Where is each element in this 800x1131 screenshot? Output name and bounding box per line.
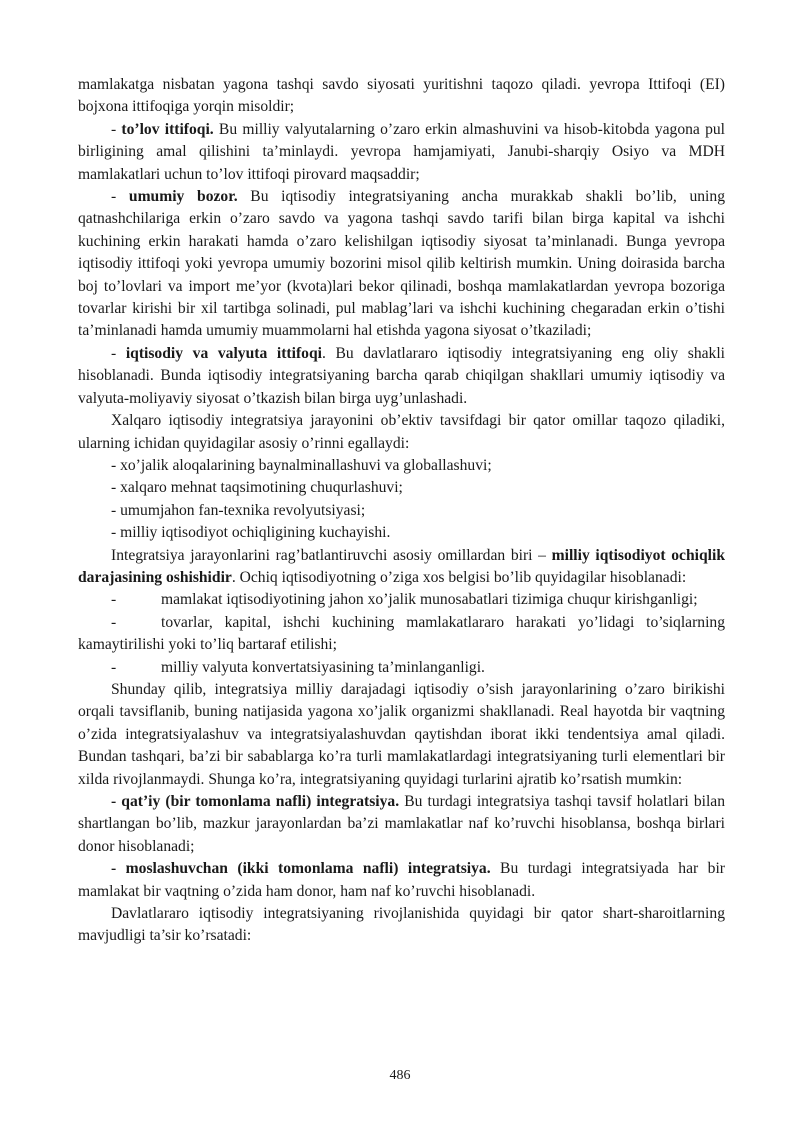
text-run: . Ochiq iqtisodiyotning o’ziga xos belgisi bo’lib quyidagilar hisoblanadi: [231,568,687,586]
text-run: milliy valyuta konvertatsiyasining ta’minlanganligi. [161,658,485,676]
text-run: Bu turdagi integratsiyada har bir mamlakat bir vaqtning o’zida ham donor, ham naf ko’ruvchi hisoblanadi. [78,860,725,900]
text-run: Davlatlararo iqtisodiy integratsiyaning rivojlanishida quyidagi bir qator shart-sharoitlarning mavjudligi ta’sir ko’rsatadi: [78,905,725,945]
paragraph [78,455,725,477]
paragraph [78,119,725,186]
dash-marker: - [111,658,117,676]
page-number: 486 [389,1068,411,1083]
paragraph [78,410,725,455]
paragraph [78,858,725,903]
text-run: tovarlar, kapital, ishchi kuchining mamlakatlararo harakati yo’lidagi to’siqlarning kamaytirilishi yoki to’liq bartaraf etilishi; [78,613,725,654]
paragraph [78,500,725,522]
text-run: . Bu davlatlararo iqtisodiy integratsiyaning eng oliy shakli hisoblanadi. Bunda iqtisodiy integratsiyaning barcha qarab chiqilgan shakllari umumiy iqtisodiy va valyuta-moliyaviy siyosat o’tkazish bilan birga uyg’unlashadi. [78,344,726,407]
text-run: Xalqaro iqtisodiy integratsiya jarayonini ob’ektiv tavsifdagi bir qator omillar taqozo qiladiki, ularning ichidan quyidagilar asosiy o’rinni egallaydi: [78,412,725,452]
bold-term: - moslashuvchan (ikki tomonlama nafli) integratsiya. [111,860,491,878]
paragraph [78,903,725,948]
text-run: Integratsiya jarayonlarini rag’batlantiruvchi asosiy omillardan biri – [111,546,552,564]
paragraph [78,343,725,410]
text-run: Bu iqtisodiy integratsiyaning ancha murakkab shakli bo’lib, uning qatnashchilariga erkin o’zaro savdo va yagona tashqi savdo tarifi bilan birga kapital va ishchi kuchining erkin harakati hamda o’zaro kelishilgan iqtisodiy siyosat ta’minlanadi. Bunga yevropa iqtisodiy ittifoqi yoki yevropa umumiy bozorini misol qilib keltirish mumkin. Uning doirasida barcha boj to’lovlari va import me’yor (kvota)lari bekor qilinadi, boshqa mamlakatlardan yevropa bozoriga tovarlar kirishi bir xil tartibga solinadi, pul mablag’lari va ishchi kuchining chegaradan erkin o’tishi ta’minlanadi hamda umumiy muammolarni hal etishda yagona siyosat o’tkaziladi; [78,188,725,340]
bold-term: milliy iqtisodiyot ochiqlik darajasining oshishidir [78,546,725,586]
text-run: mamlakatga nisbatan yagona tashqi savdo siyosati yuritishni taqozo qiladi. yevropa Ittifoqi (EI) bojxona ittifoqiga yorqin misoldir; [78,76,725,116]
text-run: - xalqaro mehnat taqsimotining chuqurlashuvi; [111,479,403,497]
bold-term: umumiy bozor. [128,188,238,206]
paragraph [78,657,725,679]
paragraph [78,186,725,343]
paragraph [78,679,725,791]
text-run: - milliy iqtisodiyot ochiqligining kuchayishi. [111,524,391,542]
text-run: - xo’jalik aloqalarining baynalminallashuvi va globallashuvi; [111,456,492,474]
page-body [78,74,725,948]
paragraph [78,74,725,119]
dash-marker: - [111,591,117,609]
bold-term: - qat’iy (bir tomonlama nafli) integratsiya. [111,793,400,810]
paragraph [78,589,725,611]
text-run: - [111,344,126,362]
paragraph [78,791,725,858]
paragraph [78,545,725,590]
text-run: Shunday qilib, integratsiya milliy darajadagi iqtisodiy o’sish jarayonlarining o’zaro birikishi orqali tavsiflanib, buning natijasida yagona xo’jalik organizmi shakllanadi. Real hayotda bir vaqtning o’zida integratsiyalashuv va integratsiyalashuvdan qaytishdan iborat ikki tendentsiya amal qiladi. Bundan tashqari, ba’zi bir sabablarga ko’ra turli mamlakatlardagi integratsiyaning turli elementlari bir xilda rivojlanmaydi. Shunga ko’ra, integratsiyaning quyidagi turlarini ajratib ko’rsatish mumkin: [78,680,725,788]
text-run: - umumjahon fan-texnika revolyutsiyasi; [111,501,366,519]
text-run: - [111,120,122,138]
bold-term: to’lov ittifoqi. [121,120,214,138]
text-run: Bu turdagi integratsiya tashqi tavsif holatlari bilan shartlangan bo’lib, mazkur jarayonlardan ba’zi mamlakatlar naf ko’ruvchi hisoblansa, boshqa birlari donor hisoblanadi; [78,793,725,855]
paragraph [78,522,725,544]
text-run: - [111,188,129,206]
paragraph [78,477,725,499]
text-run: Bu milliy valyutalarning o’zaro erkin almashuvini va hisob-kitobda yagona pul birligining amal qilishini ta’minlaydi. yevropa hamjamiyati, Janubi-sharqiy Osiyo va MDH mamlakatlari uchun to’lov ittifoqi pirovard maqsaddir; [78,120,725,183]
paragraph [78,612,725,657]
text-run: mamlakat iqtisodiyotining jahon xo’jalik munosabatlari tizimiga chuqur kirishganligi; [161,591,698,609]
bold-term: iqtisodiy va valyuta ittifoqi [125,344,322,362]
dash-marker: - [111,613,117,631]
